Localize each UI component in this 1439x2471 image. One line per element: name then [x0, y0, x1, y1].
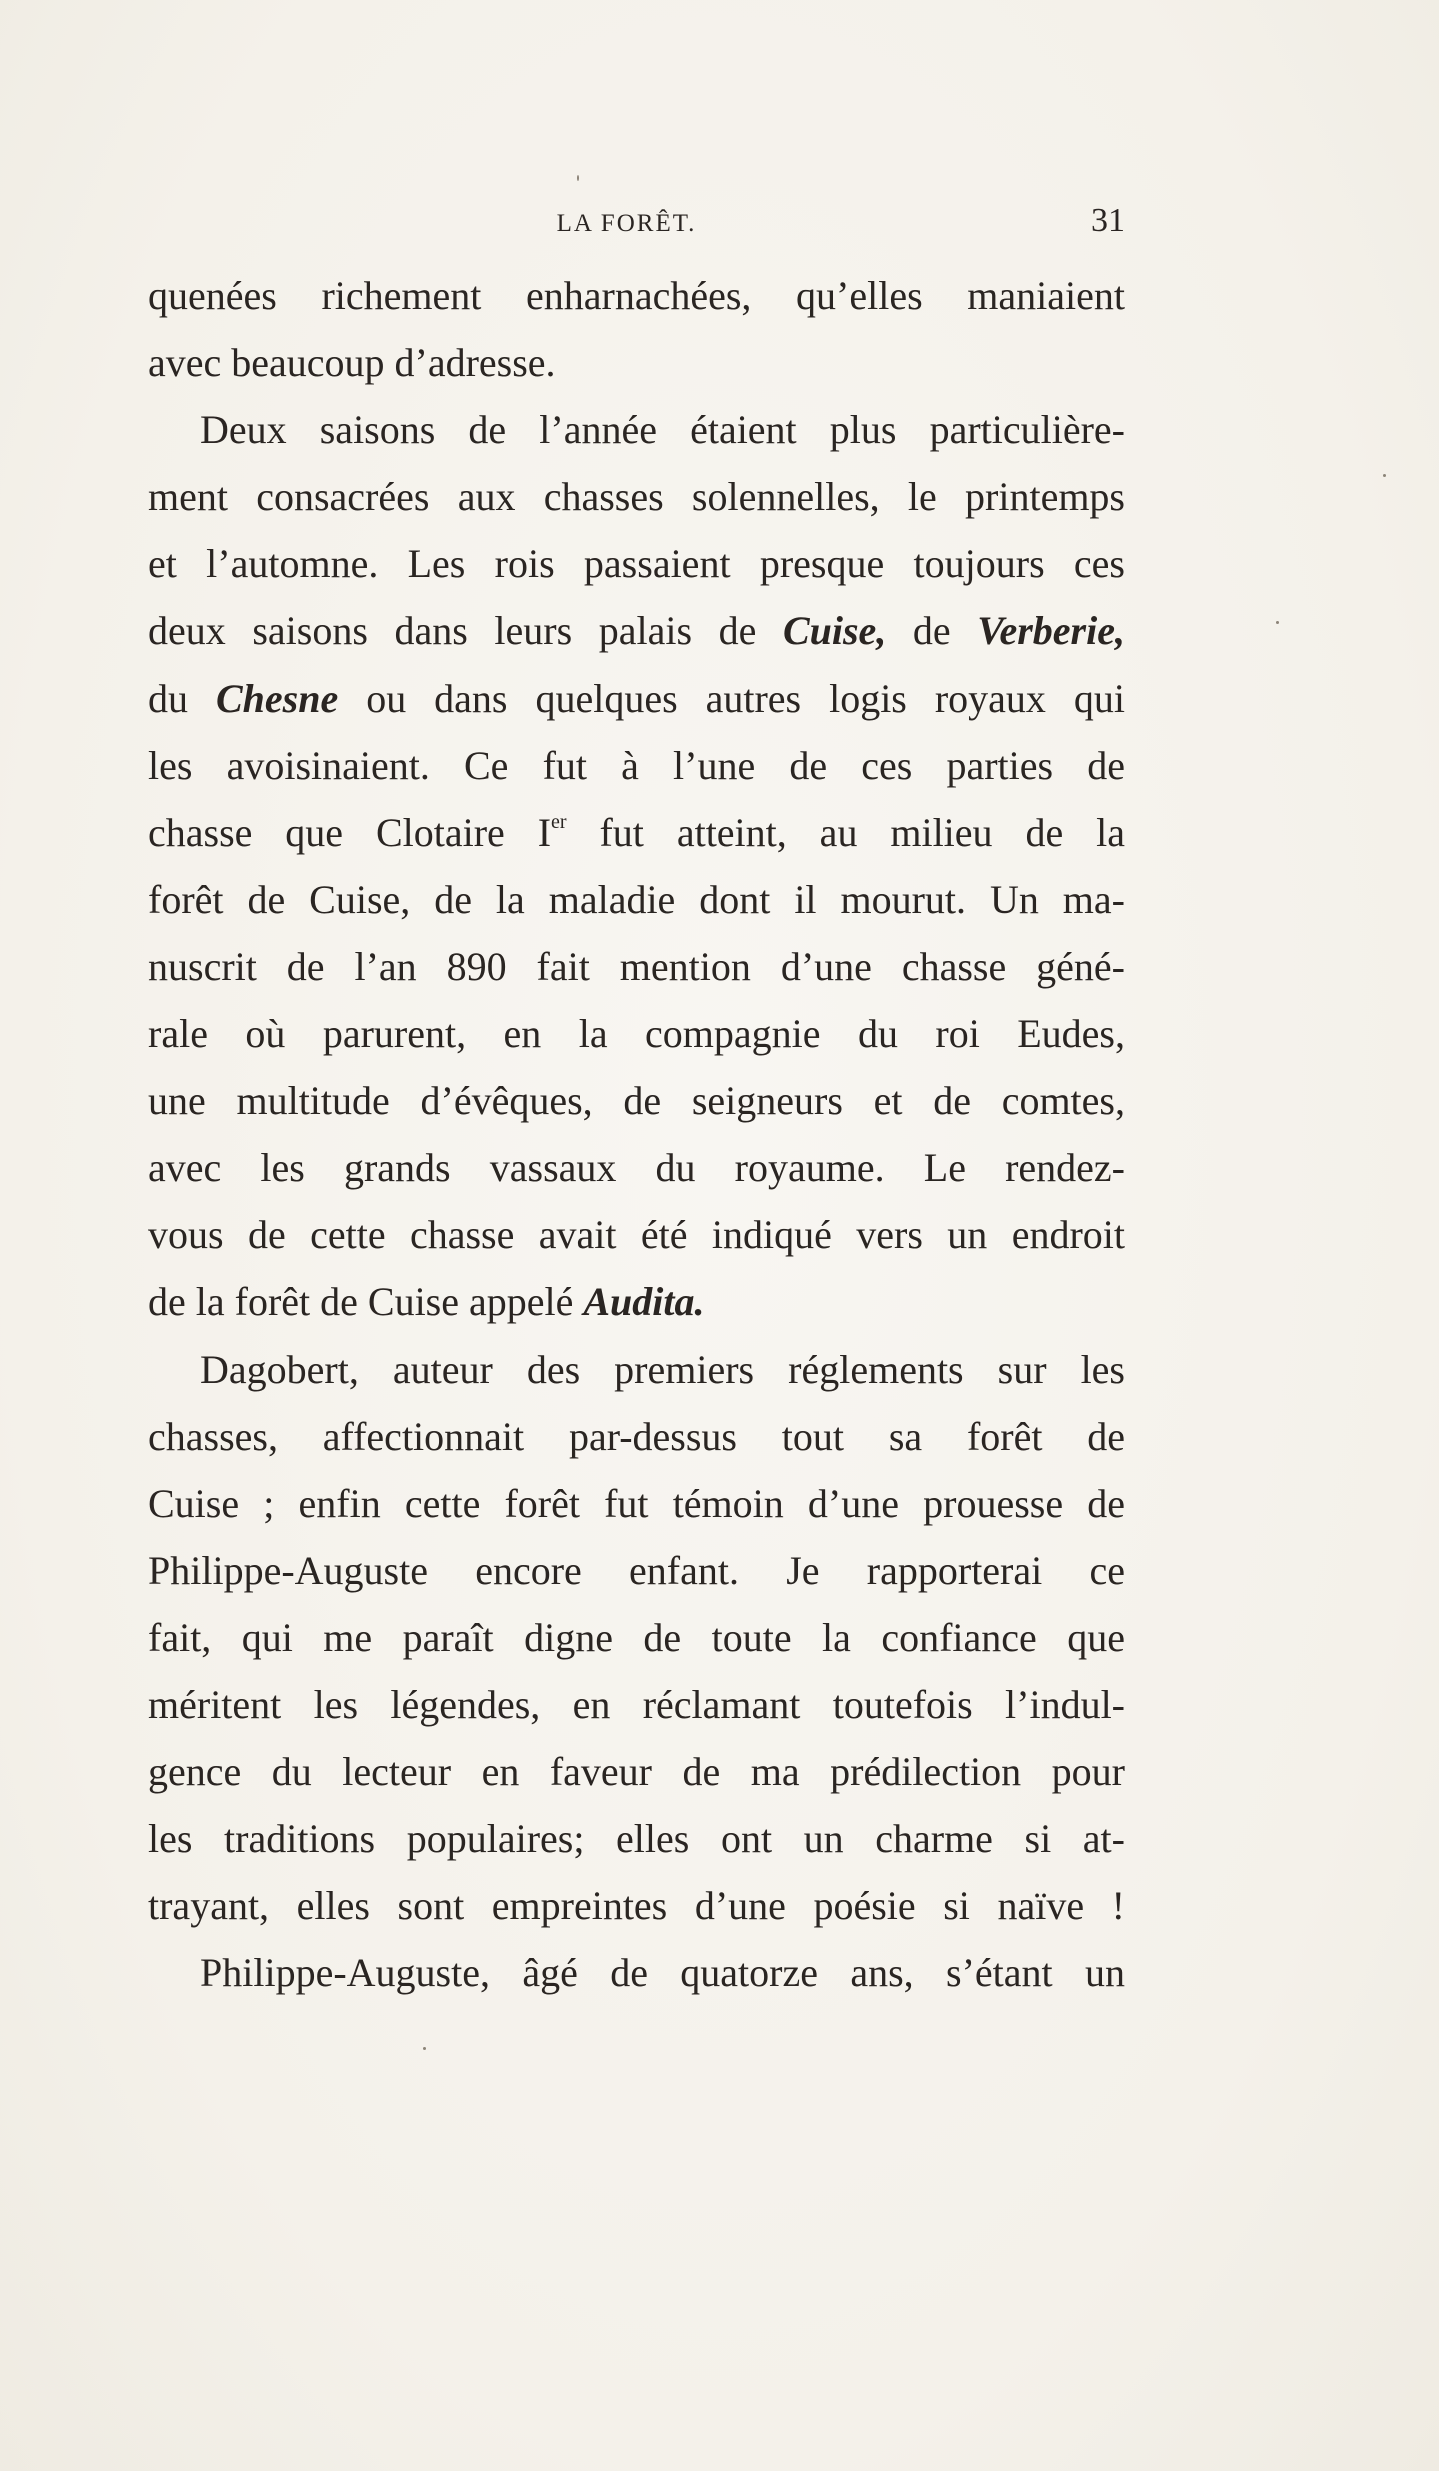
text-line: les traditions populaires; elles ont un charme si at-	[148, 1816, 1125, 1862]
paper-speck	[423, 2047, 426, 2050]
text-run: du	[148, 675, 216, 721]
text-line: chasses, affectionnait par-dessus tout sa forêt de	[148, 1413, 1125, 1459]
running-title: LA FORÊT.	[556, 210, 697, 237]
place-name-italic: Audita.	[583, 1279, 705, 1325]
text-line	[148, 665, 1125, 732]
text-line: méritent les légendes, en réclamant toutefois l’indul-	[148, 1681, 1125, 1727]
paper-speck	[577, 175, 579, 181]
text-run: chasse que Clotaire I	[148, 809, 552, 855]
text-line	[148, 799, 1125, 866]
text-line: une multitude d’évêques, de seigneurs et de comtes,	[148, 1078, 1125, 1124]
body-text	[148, 262, 1125, 2006]
paragraph-start-line: Philippe-Auguste, âgé de quatorze ans, s’étant un	[200, 1950, 1125, 1996]
text-line: fait, qui me paraît digne de toute la confiance que	[148, 1614, 1125, 1660]
text-line: avec beaucoup d’adresse.	[148, 340, 556, 386]
text-run: deux saisons dans leurs palais de	[148, 608, 783, 654]
text-line: et l’automne. Les rois passaient presque toujours ces	[148, 541, 1125, 587]
place-name-italic: Chesne	[215, 675, 339, 721]
paragraph-start-line: Dagobert, auteur des premiers réglements sur les	[200, 1346, 1125, 1392]
text-line: gence du lecteur en faveur de ma prédilection pour	[148, 1749, 1125, 1795]
text-line: quenées richement enharnachées, qu’elles maniaient	[148, 273, 1125, 318]
place-name-italic: Cuise,	[782, 608, 887, 654]
text-run: de	[886, 608, 978, 654]
text-line	[148, 597, 1125, 664]
paper-speck	[1383, 474, 1386, 477]
text-line: ment consacrées aux chasses solennelles, le printemps	[148, 474, 1125, 520]
text-line	[148, 1268, 1125, 1335]
superscript: er	[551, 810, 567, 833]
text-line: avec les grands vassaux du royaume. Le rendez-	[148, 1145, 1125, 1191]
paper-speck	[1276, 621, 1279, 624]
text-run: fut atteint, au milieu de la	[566, 809, 1125, 855]
text-line: Cuise ; enfin cette forêt fut témoin d’une prouesse de	[148, 1480, 1125, 1526]
text-line: nuscrit de l’an 890 fait mention d’une chasse géné-	[148, 943, 1125, 989]
paragraph-start-line: Deux saisons de l’année étaient plus particulière-	[200, 407, 1125, 453]
text-line: rale où parurent, en la compagnie du roi Eudes,	[148, 1011, 1125, 1057]
text-run: ou dans quelques autres logis royaux qui	[338, 675, 1125, 721]
text-line: Philippe-Auguste encore enfant. Je rapporterai ce	[148, 1547, 1125, 1593]
text-line: forêt de Cuise, de la maladie dont il mourut. Un ma-	[148, 876, 1125, 922]
text-line: vous de cette chasse avait été indiqué vers un endroit	[148, 1212, 1125, 1258]
page-number: 31	[1091, 202, 1125, 239]
text-run: de la forêt de Cuise appelé	[148, 1279, 584, 1325]
text-line: trayant, elles sont empreintes d’une poésie si naïve !	[148, 1883, 1125, 1929]
running-head	[148, 198, 1125, 248]
place-name-italic: Verberie,	[977, 608, 1125, 654]
text-line: les avoisinaient. Ce fut à l’une de ces parties de	[148, 742, 1125, 788]
